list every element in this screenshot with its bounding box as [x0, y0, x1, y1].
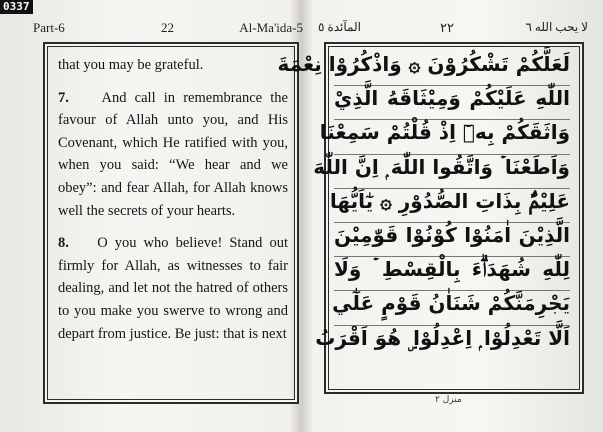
verse-8-text: O you who believe! Stand out firmly for Allah, as witnesses to fair dealing, and let not the hatred of others to you make you swerve to wrong and depart from justice. Be just: that is next	[58, 235, 289, 342]
left-page-header	[33, 20, 303, 38]
page-number-arabic: ٢٢	[440, 20, 454, 35]
arabic-line: عَلِيْمٌۢ بِذَاتِ الصُّدُوْرِ ۞ يٰٓاَيُّهَا	[334, 189, 570, 223]
verse-7-number: 7.	[58, 89, 69, 106]
scan-label: 0337	[0, 0, 33, 14]
surah-label-arabic: المآئدة ٥	[318, 20, 361, 34]
arabic-line: اَلَّا تَعْدِلُوْا ۭ اِعْدِلُوْا ۣ هُوَ اَقْرَبُ	[315, 325, 570, 350]
arabic-line: وَاَطَعْنَا ۡ وَاتَّقُوا اللّٰهَ ۭ اِنَّ اللّٰهَ	[334, 155, 570, 189]
arabic-lines	[277, 52, 570, 359]
verse-7-text: And call in remembrance the favour of Allah unto you, and His Covenant, which He ratified with you, when you said: “We hear and we obey”: and fear Allah, for Allah knows well the secrets of your hearts.	[58, 89, 288, 219]
english-text-frame	[43, 42, 299, 404]
arabic-line: الَّذِيْنَ اٰمَنُوْا كُوْنُوْا قَوّٰمِيْنَ	[334, 223, 570, 257]
surah-label: Al-Ma'ida-5	[239, 20, 303, 35]
verse-7	[58, 87, 288, 223]
arabic-line: لَعَلَّكُمْ تَشْكُرُوْنَ ۞ وَاذْكُرُوْا نِعْمَةَ	[334, 52, 570, 86]
verse-8	[58, 232, 288, 345]
arabic-line: وَاثَقَكُمْ بِهٖٓ اِذْ قُلْتُمْ سَمِعْنَا	[334, 120, 570, 154]
manzil-footer: منزل ٢	[435, 395, 462, 405]
page-number: 22	[161, 20, 174, 35]
arabic-text-frame	[277, 42, 584, 394]
arabic-line: لِلّٰهِ شُهَدَاۗءَ بِالْقِسْطِ ۡ وَلَا	[334, 257, 570, 291]
arabic-line: اللّٰهِ عَلَيْكُمْ وَمِيْثَاقَهُ الَّذِيْ	[334, 86, 570, 120]
juz-label-arabic: لا يحب الله ٦	[525, 20, 588, 34]
verse-8-number: 8.	[58, 235, 69, 252]
right-page-header	[318, 20, 588, 38]
english-translation	[58, 54, 288, 345]
arabic-line: يَجْرِمَنَّكُمْ شَنَاٰنُ قَوْمٍ عَلٰٓي	[334, 291, 570, 325]
continuation-line: that you may be grateful.	[58, 57, 204, 73]
part-label: Part-6	[33, 20, 65, 35]
